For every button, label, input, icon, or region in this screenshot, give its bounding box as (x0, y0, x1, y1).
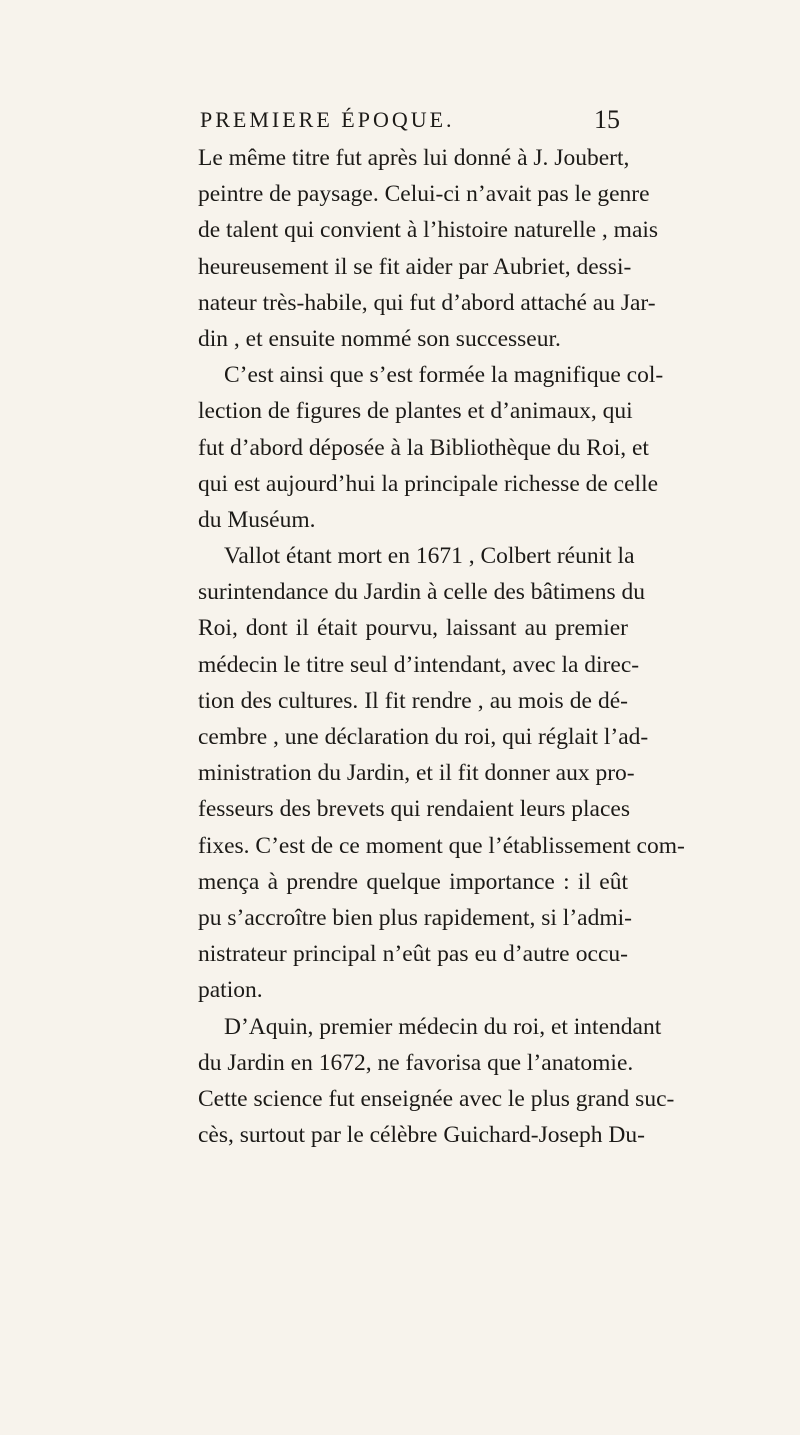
text-line: de talent qui convient à l’histoire naturelle , mais (198, 217, 659, 244)
text-line: nateur très-habile, qui fut d’abord attaché au Jar- (198, 289, 656, 316)
text-line: din , et ensuite nommé son successeur. (198, 325, 561, 352)
text-line: cembre , une déclaration du roi, qui réglait l’ad- (198, 724, 649, 750)
text-line: fut d’abord déposée à la Bibliothèque du Roi, et (198, 434, 649, 461)
text-line: Roi, dont il était pourvu, laissant au premier (198, 615, 628, 642)
text-line: surintendance du Jardin à celle des bâtimens du (198, 579, 646, 606)
page-number: 15 (594, 105, 620, 134)
text-line: pation. (198, 977, 263, 1004)
text-line: qui est aujourd’hui la principale richesse de celle (198, 470, 659, 497)
text-line: du Muséum. (198, 506, 316, 533)
text-line: Cette science fut enseignée avec le plus grand suc- (198, 1085, 675, 1112)
text-line: peintre de paysage. Celui-ci n’avait pas le genre (198, 181, 650, 208)
text-line: C’est ainsi que s’est formée la magnifique col- (224, 362, 664, 389)
body-text (198, 140, 685, 1153)
text-line: médecin le titre seul d’intendant, avec la direc- (198, 651, 640, 678)
running-head (200, 100, 620, 140)
text-line: ministration du Jardin, et il fit donner aux pro- (198, 760, 635, 787)
text-line: tion des cultures. Il fit rendre , au mois de dé- (198, 687, 628, 714)
text-line: cès, surtout par le célèbre Guichard-Joseph Du- (198, 1122, 645, 1149)
text-line: fixes. C’est de ce moment que l’établissement com- (198, 832, 685, 859)
text-line: lection de figures de plantes et d’animaux, qui (198, 398, 633, 425)
text-line: nistrateur principal n’eût pas eu d’autre occu- (198, 941, 628, 968)
text-line: fesseurs des brevets qui rendaient leurs places (198, 796, 630, 823)
text-line: du Jardin en 1672, ne favorisa que l’anatomie. (198, 1049, 634, 1076)
text-line: Le même titre fut après lui donné à J. Joubert, (198, 145, 630, 171)
text-line: heureusement il se fit aider par Aubriet, dessi- (198, 253, 632, 280)
text-line: pu s’accroître bien plus rapidement, si l’admi- (198, 904, 632, 931)
text-line: Vallot étant mort en 1671 , Colbert réunit la (224, 543, 635, 570)
text-line: D’Aquin, premier médecin du roi, et intendant (224, 1013, 662, 1040)
running-title: PREMIERE ÉPOQUE. (200, 107, 455, 132)
text-line: mença à prendre quelque importance : il eût (198, 868, 628, 895)
